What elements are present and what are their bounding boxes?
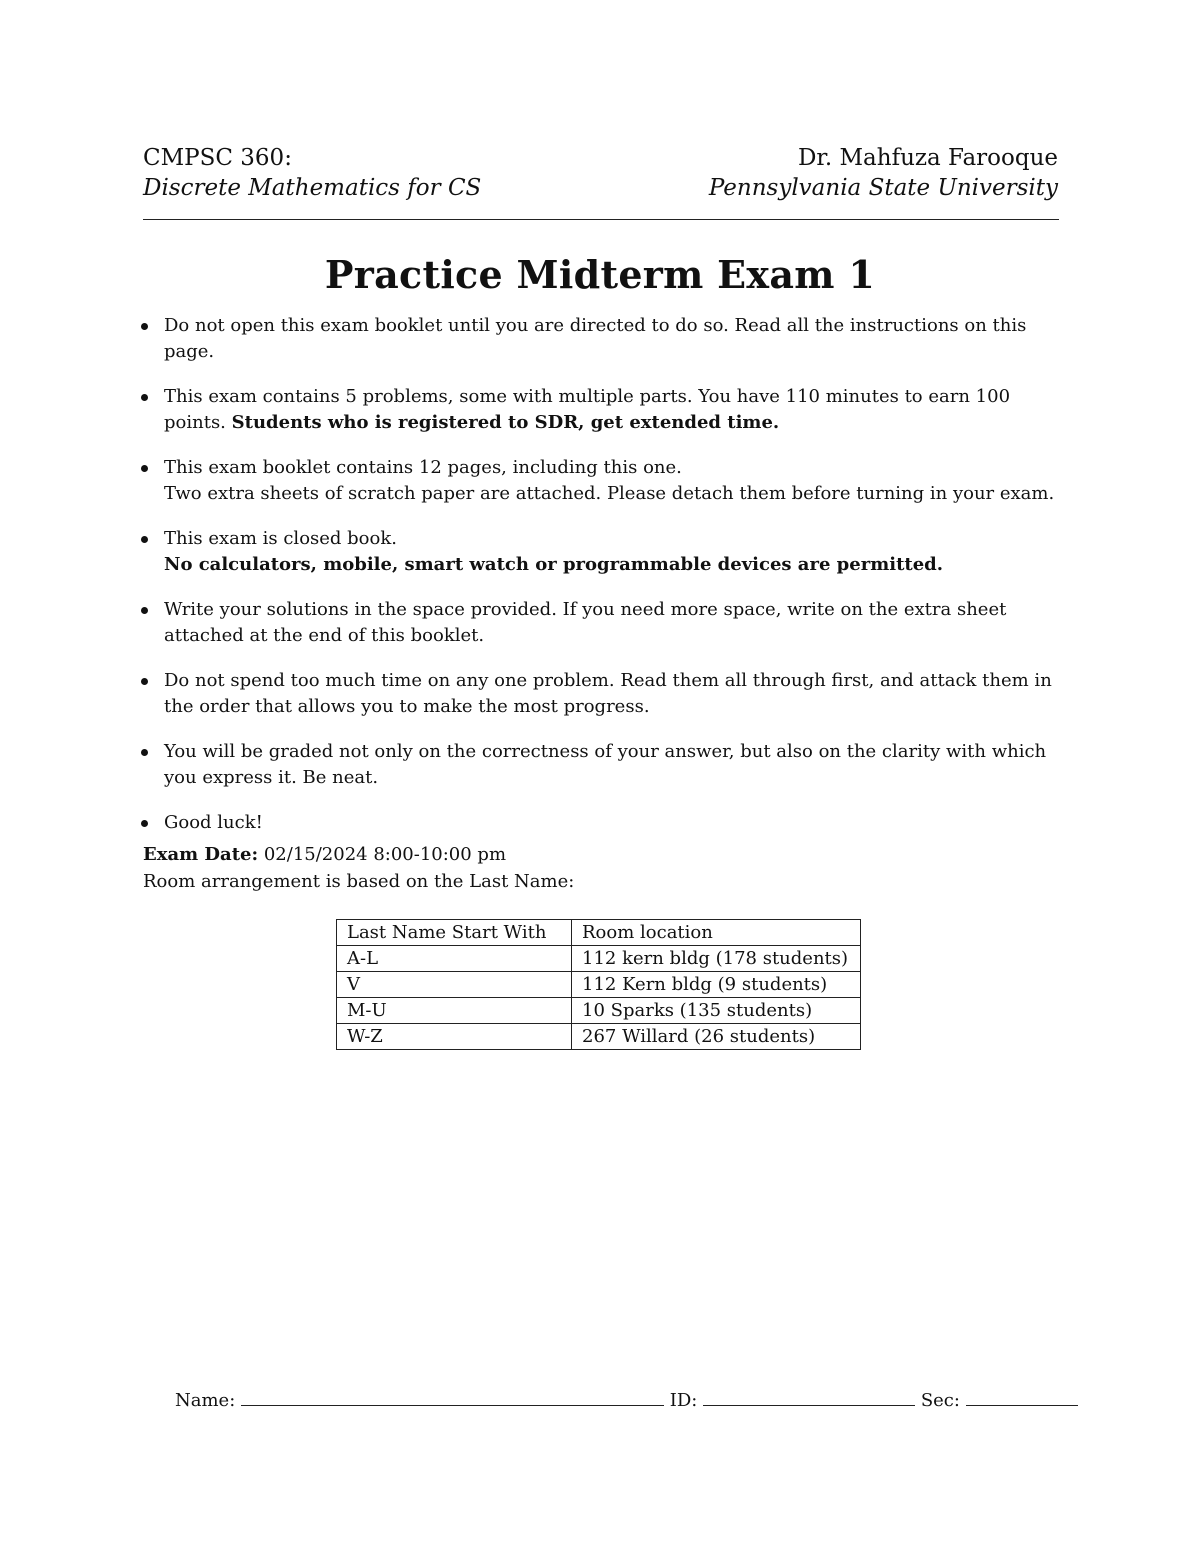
instruction-list [140, 313, 1060, 855]
instruction-item [140, 455, 1060, 507]
instruction-text: Good luck! [164, 812, 263, 833]
table-cell: V [337, 972, 572, 998]
table-cell: 267 Willard (26 students) [572, 1024, 861, 1050]
instruction-item [140, 526, 1060, 578]
sec-label: Sec: [920, 1390, 960, 1411]
table-row [337, 998, 861, 1024]
course-info [143, 143, 481, 203]
table-cell: W-Z [337, 1024, 572, 1050]
instruction-text: This exam contains 5 problems, some with multiple parts. You have 110 minutes to earn 100 points. [164, 386, 1011, 433]
table-row [337, 972, 861, 998]
page-title: Practice Midterm Exam 1 [324, 252, 876, 297]
table-row [337, 1024, 861, 1050]
bullet-icon [141, 536, 148, 543]
instructor-info [709, 143, 1058, 203]
table-cell: 10 Sparks (135 students) [572, 998, 861, 1024]
table-row [337, 946, 861, 972]
instruction-item [140, 810, 1060, 836]
instruction-item [140, 597, 1060, 649]
exam-date-label: Exam Date: [143, 844, 259, 865]
instruction-item [140, 668, 1060, 720]
course-code: CMPSC 360: [143, 145, 292, 171]
instruction-text: Write your solutions in the space provided. If you need more space, write on the extra sheet attached at the end of this booklet. [164, 599, 1007, 646]
university-name: Pennsylvania State University [708, 175, 1058, 201]
name-label: Name: [175, 1390, 236, 1411]
instruction-text: You will be graded not only on the correctness of your answer, but also on the clarity with which you express it. Be neat. [164, 741, 1047, 788]
table-header-cell: Last Name Start With [337, 920, 572, 946]
instruction-text: This exam is closed book. [164, 528, 397, 549]
bullet-icon [141, 749, 148, 756]
exam-date [143, 842, 506, 868]
instructor-name: Dr. Mahfuza Farooque [797, 145, 1058, 171]
table-header-cell: Room location [572, 920, 861, 946]
room-note: Room arrangement is based on the Last Name: [143, 871, 575, 892]
room-table [336, 919, 861, 1050]
table-cell: M-U [337, 998, 572, 1024]
bullet-icon [141, 394, 148, 401]
exam-date-value: 02/15/2024 8:00-10:00 pm [263, 844, 507, 865]
id-label: ID: [669, 1390, 698, 1411]
bullet-icon [141, 820, 148, 827]
student-info-footer [175, 1387, 1078, 1414]
bullet-icon [141, 465, 148, 472]
instruction-text: Do not open this exam booklet until you are directed to do so. Read all the instructions on this page. [164, 315, 1027, 362]
bullet-icon [141, 323, 148, 330]
instruction-bold-text: Students who is registered to SDR, get extended time. [231, 412, 780, 433]
table-header-row [337, 920, 861, 946]
bullet-icon [141, 607, 148, 614]
course-name: Discrete Mathematics for CS [143, 175, 482, 201]
table-cell: A-L [337, 946, 572, 972]
instruction-text: Do not spend too much time on any one problem. Read them all through first, and attack them in the order that allows you to make the most progress. [164, 670, 1052, 717]
instruction-text: This exam booklet contains 12 pages, including this one. [164, 457, 682, 478]
bullet-icon [141, 678, 148, 685]
instruction-text: Two extra sheets of scratch paper are attached. Please detach them before turning in your exam. [164, 483, 1055, 504]
table-cell: 112 kern bldg (178 students) [572, 946, 861, 972]
id-field[interactable] [703, 1387, 915, 1406]
header-rule [143, 219, 1059, 220]
instruction-item [140, 739, 1060, 791]
name-field[interactable] [241, 1387, 664, 1406]
instruction-item [140, 313, 1060, 365]
instruction-item [140, 384, 1060, 436]
instruction-bold-text: No calculators, mobile, smart watch or programmable devices are permitted. [164, 554, 944, 575]
table-cell: 112 Kern bldg (9 students) [572, 972, 861, 998]
sec-field[interactable] [966, 1387, 1078, 1406]
